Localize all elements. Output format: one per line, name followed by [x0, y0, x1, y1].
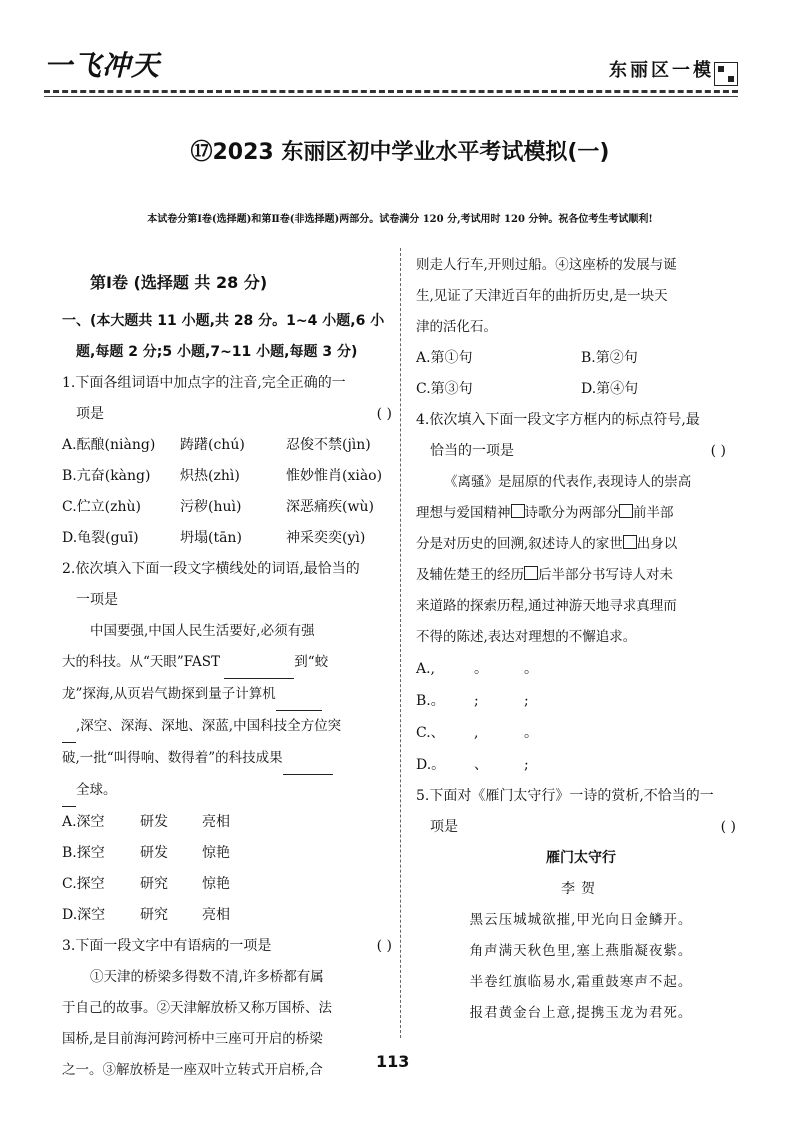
option-word: 深恶痛疾(wù) — [286, 499, 374, 515]
q2-option-c — [62, 869, 392, 900]
option-word: C.探空 — [62, 876, 105, 892]
option-word: 研究 — [140, 907, 168, 923]
passage-text: 后半部分书写诗人对未 — [538, 567, 673, 583]
passage-text: ,深空、深海、深地、深蓝,中国科技全方位突 — [76, 718, 342, 734]
q1-stem-cont — [62, 399, 392, 430]
passage-line: 生,见证了天津近百年的曲折历史,是一块天 — [416, 288, 668, 304]
option-mark: B.。 — [416, 693, 445, 709]
option-mark: ; — [524, 693, 529, 709]
passage-line — [62, 647, 392, 679]
option-word: A.深空 — [62, 814, 105, 830]
q2-option-b — [62, 838, 392, 869]
instruction-line: 题,每题 2 分;5 小题,7~11 小题,每题 3 分) — [76, 344, 358, 360]
q3-passage — [62, 962, 392, 1086]
passage-line — [62, 711, 392, 743]
q4-option-a — [416, 653, 746, 685]
passage-line — [416, 560, 746, 591]
q4-stem: 4.依次填入下面一段文字方框内的标点符号,最 — [416, 412, 700, 428]
q2-option-d — [62, 900, 392, 931]
option-word: B.探空 — [62, 845, 105, 861]
option-mark: 。 — [524, 725, 538, 741]
left-column — [62, 250, 392, 1086]
header-rule — [44, 90, 738, 93]
option-word: 惊艳 — [202, 845, 230, 861]
poem-line: 黑云压城城欲摧,甲光向日金鳞开。 — [469, 912, 693, 928]
passage-line — [416, 529, 746, 560]
option-mark: C.、 — [416, 725, 445, 741]
q1-option-a — [62, 430, 392, 461]
passage-text: 大的科技。从“天眼”FAST — [62, 654, 220, 670]
punct-box — [524, 566, 538, 580]
passage-line: 津的活化石。 — [416, 319, 497, 335]
poem-body — [416, 905, 746, 1029]
punct-box — [619, 504, 633, 518]
passage-text: 前半部 — [633, 505, 674, 521]
option-mark: A., — [416, 661, 436, 677]
fill-blank — [283, 743, 333, 775]
q3-stem — [62, 931, 392, 962]
q2-stem: 2.依次填入下面一段文字横线处的词语,最恰当的 — [62, 561, 360, 577]
page-number: 113 — [376, 1052, 410, 1071]
passage-text: 及辅佐楚王的经历 — [416, 567, 524, 583]
passage-text: 分是对历史的回溯,叙述诗人的家世 — [416, 536, 623, 552]
q1-option-b — [62, 461, 392, 492]
passage-text: 破,一批“叫得响、数得着”的科技成果 — [62, 750, 283, 766]
passage-line — [416, 498, 746, 529]
page-title: ⑰2023 东丽区初中学业水平考试模拟(一) — [190, 140, 610, 165]
q3-options-row — [416, 343, 746, 374]
q3-option-a: A.第①句 — [416, 350, 473, 366]
answer-paren: ( ) — [376, 406, 392, 422]
q5-stem: 5.下面对《雁门太守行》一诗的赏析,不恰当的一 — [416, 788, 714, 804]
option-word: 神采奕奕(yì) — [286, 530, 366, 546]
q4-passage — [416, 467, 746, 653]
poem-title: 雁门太守行 — [546, 850, 616, 866]
option-word: 忍俊不禁(jìn) — [286, 437, 371, 453]
q4-stem-cont — [416, 436, 746, 467]
passage-line: ①天津的桥梁多得数不清,许多桥都有属 — [90, 969, 324, 985]
instruction-line: 一、(本大题共 11 小题,共 28 分。1~4 小题,6 小 — [62, 313, 385, 329]
option-word: D.龟裂(guī) — [62, 530, 139, 546]
option-word: 坍塌(tān) — [180, 530, 242, 546]
question-1 — [62, 368, 392, 554]
q2-option-a — [62, 807, 392, 838]
passage-line — [62, 743, 392, 775]
option-mark: 、 — [474, 757, 488, 773]
q4-option-b — [416, 685, 746, 717]
q2-passage — [62, 616, 392, 807]
q5-stem-text: 项是 — [430, 819, 458, 835]
option-word: 研发 — [140, 814, 168, 830]
passage-text: 龙”探海,从页岩气勘探到量子计算机 — [62, 686, 276, 702]
q3-passage-cont — [416, 250, 746, 343]
passage-text: 理想与爱国精神 — [416, 505, 511, 521]
passage-line — [62, 775, 392, 807]
answer-paren: ( ) — [710, 443, 726, 459]
option-mark: , — [474, 725, 479, 741]
poem-author: 李贺 — [561, 881, 601, 897]
punct-box — [623, 535, 637, 549]
option-word: C.伫立(zhù) — [62, 499, 141, 515]
fill-blank — [224, 647, 294, 679]
q4-option-d — [416, 749, 746, 781]
q1-stem: 1.下面各组词语中加点字的注音,完全正确的一 — [62, 375, 346, 391]
question-5 — [416, 781, 746, 1029]
question-4 — [416, 405, 746, 781]
passage-text: 出身以 — [636, 536, 678, 552]
q2-stem-cont: 一项是 — [76, 592, 118, 608]
exam-intro: 本试卷分第Ⅰ卷(选择题)和第Ⅱ卷(非选择题)两部分。试卷满分 120 分,考试用时 120 分钟。祝各位考生考试顺利! — [147, 214, 653, 225]
passage-line: 于自己的故事。②天津解放桥又称万国桥、法 — [62, 1000, 332, 1016]
option-mark: D.。 — [416, 757, 446, 773]
passage-line: 之一。③解放桥是一座双叶立转式开启桥,合 — [62, 1062, 323, 1078]
header-decor-icon — [714, 62, 738, 86]
option-word: 研究 — [140, 876, 168, 892]
q3-options-row — [416, 374, 746, 405]
passage-line: 《离骚》是屈原的代表作,表现诗人的崇高 — [444, 474, 692, 490]
q3-option-b: B.第②句 — [581, 350, 638, 366]
option-word: 惟妙惟肖(xiào) — [286, 468, 383, 484]
passage-line: 不得的陈述,表达对理想的不懈追求。 — [416, 629, 637, 645]
answer-paren: ( ) — [376, 938, 392, 954]
option-mark: ; — [524, 757, 529, 773]
column-divider — [400, 248, 401, 1038]
q3-stem-text: 3.下面一段文字中有语病的一项是 — [62, 938, 272, 954]
option-word: 踌躇(chú) — [180, 437, 245, 453]
question-2 — [62, 554, 392, 931]
option-word: 亮相 — [202, 907, 230, 923]
poem-line: 报君黄金台上意,提携玉龙为君死。 — [469, 1005, 693, 1021]
option-mark: 。 — [524, 661, 538, 677]
fill-blank — [276, 679, 322, 711]
answer-paren: ( ) — [720, 819, 736, 835]
q4-option-c — [416, 717, 746, 749]
q1-option-c — [62, 492, 392, 523]
passage-line: 来道路的探索历程,通过神游天地寻求真理而 — [416, 598, 677, 614]
passage-text: 诗歌分为两部分 — [524, 505, 619, 521]
q3-option-d: D.第④句 — [581, 381, 639, 397]
passage-line: 则走人行车,开则过船。④这座桥的发展与诞 — [416, 257, 677, 273]
fill-blank — [62, 711, 76, 743]
question-3 — [62, 931, 392, 1086]
passage-text: 全球。 — [76, 782, 117, 798]
option-word: 炽热(zhì) — [180, 468, 240, 484]
q5-stem-cont — [416, 812, 746, 843]
q3-option-c: C.第③句 — [416, 381, 473, 397]
option-word: 研发 — [140, 845, 168, 861]
fill-blank — [62, 775, 76, 807]
header-rule-thin — [44, 96, 738, 97]
passage-line — [62, 679, 392, 711]
q4-stem-text: 恰当的一项是 — [430, 443, 514, 459]
option-word: A.酝酿(niàng) — [62, 437, 156, 453]
option-word: 污秽(huì) — [180, 499, 242, 515]
section-label: 东丽区一模 — [609, 60, 714, 81]
passage-line: 中国要强,中国人民生活要好,必须有强 — [90, 623, 315, 639]
option-word: 惊艳 — [202, 876, 230, 892]
right-column — [416, 250, 746, 1029]
option-word: 亮相 — [202, 814, 230, 830]
poem-line: 半卷红旗临易水,霜重鼓寒声不起。 — [469, 974, 693, 990]
q1-option-d — [62, 523, 392, 554]
passage-text: 到“蛟 — [294, 654, 329, 670]
q1-stem-text: 项是 — [76, 406, 104, 422]
punct-box — [511, 504, 525, 518]
option-mark: 。 — [474, 661, 488, 677]
option-word: B.亢奋(kàng) — [62, 468, 151, 484]
section-heading: 第Ⅰ卷 (选择题 共 28 分) — [90, 273, 268, 292]
option-word: D.深空 — [62, 907, 106, 923]
poem-line: 角声满天秋色里,塞上燕脂凝夜紫。 — [469, 943, 693, 959]
brand-logo: 一飞冲天 — [44, 49, 161, 82]
passage-line: 国桥,是目前海河跨河桥中三座可开启的桥梁 — [62, 1031, 323, 1047]
option-mark: ; — [474, 693, 479, 709]
